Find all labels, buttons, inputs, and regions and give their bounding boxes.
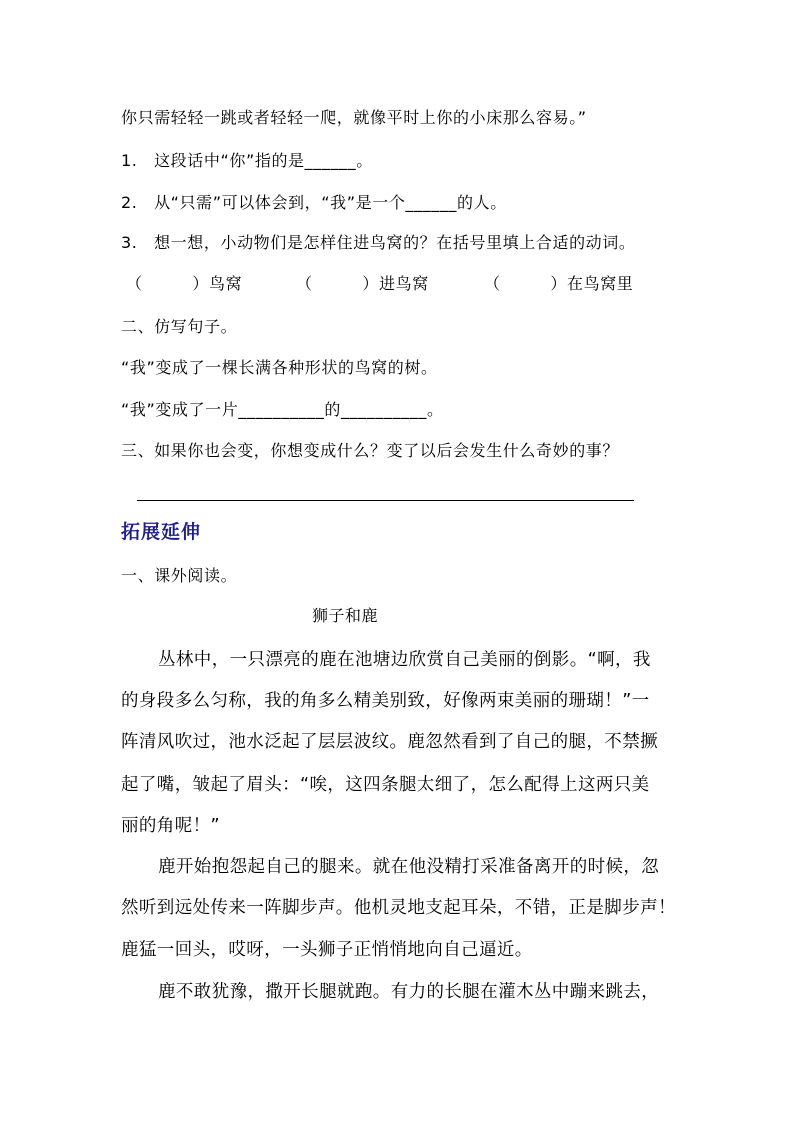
story-title: 狮子和鹿 — [312, 606, 379, 625]
passage-intro: 你只需轻轻一跳或者轻轻一爬，就像平时上你的小床那么容易。” — [121, 108, 587, 127]
extension-heading: 拓展延伸 — [121, 521, 202, 543]
imitation-exercise: “我”变成了一片__________的__________。 — [121, 400, 444, 419]
story-line: 鹿开始抱怨起自己的腿来。就在他没精打采准备离开的时候，忽 — [158, 857, 660, 877]
question-3: 3. 想一想，小动物们是怎样住进鸟窝的？在括号里填上合适的动词。 — [121, 233, 636, 252]
section-2-heading: 二、仿写句子。 — [121, 317, 238, 336]
blank-nest-3: （ ）在鸟窝里 — [484, 274, 634, 293]
story-line: 丛林中，一只漂亮的鹿在池塘边欣赏自己美丽的倒影。“啊，我 — [158, 650, 651, 670]
example-sentence: “我”变成了一棵长满各种形状的鸟窝的树。 — [121, 358, 438, 377]
story-line: 丽的角呢！” — [121, 816, 220, 836]
story-line: 鹿不敢犹豫，撒开长腿就跑。有力的长腿在灌木丛中蹦来跳去， — [158, 982, 660, 1002]
story-line: 起了嘴，皱起了眉头：“唉，这四条腿太细了，怎么配得上这两只美 — [121, 775, 650, 795]
blank-nest-1: （ ）鸟窝 — [126, 274, 243, 293]
story-line: 然听到远处传来一阵脚步声。他机灵地支起耳朵，不错，正是脚步声！ — [121, 898, 676, 918]
answer-line — [137, 500, 634, 501]
story-line: 鹿猛一回头，哎呀，一头狮子正悄悄地向自己逼近。 — [121, 940, 533, 960]
question-2: 2. 从“只需”可以体会到，“我”是一个______的人。 — [121, 193, 507, 212]
story-line: 阵清风吹过，池水泛起了层层波纹。鹿忽然看到了自己的腿，不禁撅 — [121, 732, 658, 752]
question-1: 1. 这段话中“你”指的是______。 — [121, 151, 373, 170]
blank-nest-2: （ ）进鸟窝 — [296, 274, 429, 293]
reading-subheading: 一、课外阅读。 — [121, 566, 238, 585]
story-line: 的身段多么匀称，我的角多么精美别致，好像两束美丽的珊瑚！”一 — [121, 691, 650, 711]
section-3-question: 三、如果你也会变，你想变成什么？变了以后会发生什么奇妙的事？ — [121, 441, 620, 460]
